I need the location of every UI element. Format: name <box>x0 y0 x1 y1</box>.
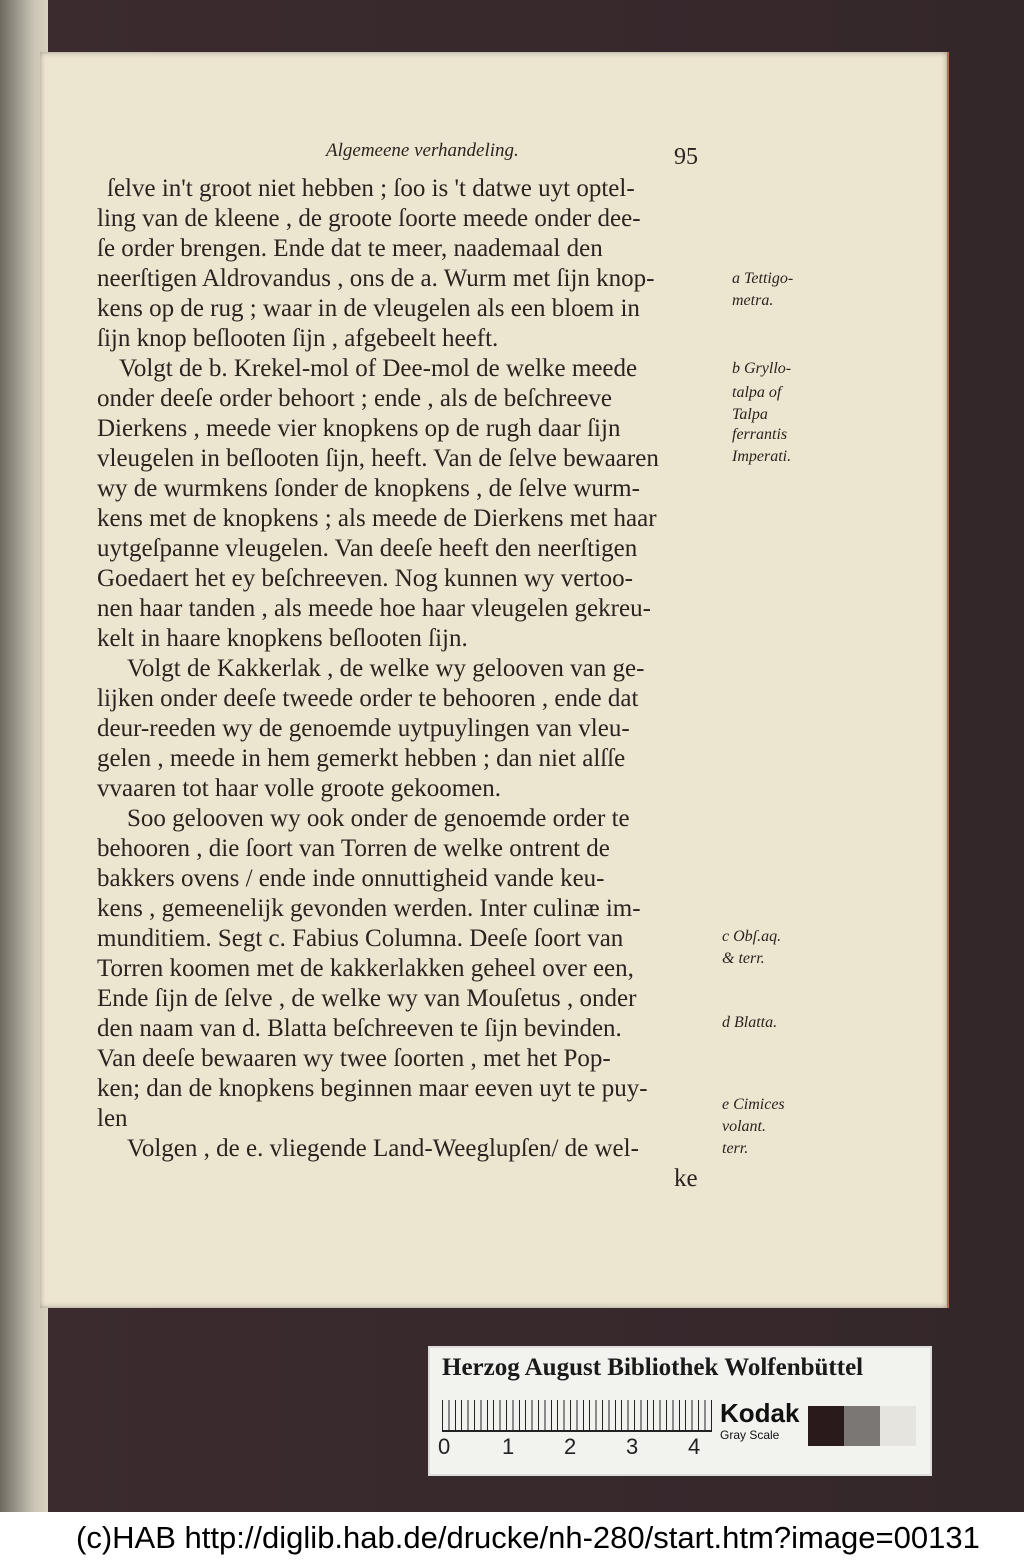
text-line: ke <box>674 1165 698 1192</box>
text-line: behooren , die ſoort van Torren de welke ontrent de <box>97 835 610 862</box>
text-line: len <box>97 1105 128 1132</box>
text-line: Goedaert het ey beſchreeven. Nog kunnen wy vertoo- <box>97 565 633 592</box>
gray-swatch <box>808 1406 844 1446</box>
margin-note: talpa of <box>732 384 782 401</box>
gray-swatch <box>844 1406 880 1446</box>
text-line: lijken onder deeſe tweede order te behooren , ende dat <box>97 685 639 712</box>
text-line: kens met de knopkens ; als meede de Dierkens met haar <box>97 505 657 532</box>
margin-note: Talpa <box>732 406 768 423</box>
margin-note: terr. <box>722 1140 749 1157</box>
page-number: 95 <box>674 144 698 170</box>
text-line: vvaaren tot haar volle groote gekoomen. <box>97 775 502 802</box>
text-line: ken; dan de knopkens beginnen maar eeven uyt te puy- <box>97 1075 648 1102</box>
text-line: Dierkens , meede vier knopkens op de rugh daar ſijn <box>97 415 621 442</box>
margin-note: d Blatta. <box>722 1014 778 1031</box>
text-line: ſe order brengen. Ende dat te meer, naademaal den <box>97 235 603 262</box>
margin-note: metra. <box>732 292 774 309</box>
library-name: Herzog August Bibliothek Wolfenbüttel <box>442 1354 864 1381</box>
text-line: Soo gelooven wy ook onder de genoemde order te <box>127 805 630 832</box>
text-line: Van deeſe bewaaren wy twee ſoorten , met het Pop- <box>97 1045 611 1072</box>
margin-note: ferrantis <box>732 426 788 443</box>
footer-bar <box>0 1512 1024 1564</box>
text-line: deur-reeden wy de genoemde uytpuylingen van vleu- <box>97 715 630 742</box>
gray-scale-label: Gray Scale <box>720 1428 780 1442</box>
text-line: ſijn knop beſlooten ſijn , afgebeelt heeft. <box>97 325 499 352</box>
ruler-number: 2 <box>564 1434 577 1459</box>
margin-note: e Cimices <box>722 1096 785 1113</box>
running-header: Algemeene verhandeling. <box>326 140 519 161</box>
text-line: vleugelen in beſlooten ſijn, heeft. Van de ſelve bewaaren <box>97 445 659 472</box>
copyright-url: (c)HAB http://diglib.hab.de/drucke/nh-280/start.htm?image=00131 <box>76 1520 980 1555</box>
scale-ruler <box>442 1400 712 1432</box>
text-line: munditiem. Segt c. Fabius Columna. Deeſe ſoort van <box>97 925 624 952</box>
text-line: ſelve in't groot niet hebben ; ſoo is 't datwe uyt optel- <box>107 175 635 202</box>
margin-note: a Tettigo- <box>732 270 794 287</box>
margin-note: b Gryllo- <box>732 360 792 377</box>
text-line: neerſtigen Aldrovandus , ons de a. Wurm met ſijn knop- <box>97 265 655 292</box>
text-line: den naam van d. Blatta beſchreeven te ſijn bevinden. <box>97 1015 622 1042</box>
book-page <box>40 52 949 1308</box>
ruler-number: 1 <box>502 1434 515 1459</box>
margin-note: Imperati. <box>732 448 792 465</box>
margin-note: c Obſ.aq. <box>722 928 782 945</box>
text-line: Volgen , de e. vliegende Land-Weeglupſen/ de wel- <box>127 1135 639 1162</box>
text-line: gelen , meede in hem gemerkt hebben ; dan niet alſſe <box>97 745 626 772</box>
text-line: kelt in haare knopkens beſlooten ſijn. <box>97 625 468 652</box>
text-line: Ende ſijn de ſelve , de welke wy van Mouſetus , onder <box>97 985 637 1012</box>
margin-note: & terr. <box>722 950 765 967</box>
text-line: Volgt de Kakkerlak , de welke wy gelooven van ge- <box>127 655 645 682</box>
text-line: kens , gemeenelijk gevonden werden. Inter culinæ im- <box>97 895 641 922</box>
ruler-number: 4 <box>688 1434 701 1459</box>
ruler-number: 0 <box>438 1434 451 1459</box>
gray-swatch <box>880 1406 916 1446</box>
ruler-number: 3 <box>626 1434 639 1459</box>
kodak-logo: Kodak <box>720 1398 800 1428</box>
color-calibration-card <box>428 1346 932 1476</box>
text-line: uytgeſpanne vleugelen. Van deeſe heeft den neerſtigen <box>97 535 638 562</box>
text-line: kens op de rug ; waar in de vleugelen als een bloem in <box>97 295 640 322</box>
text-line: Torren koomen met de kakkerlakken geheel over een, <box>97 955 634 982</box>
text-line: Volgt de b. Krekel-mol of Dee-mol de welke meede <box>119 355 638 382</box>
text-line: nen haar tanden , als meede hoe haar vleugelen gekreu- <box>97 595 651 622</box>
text-line: onder deeſe order behoort ; ende , als de beſchreeve <box>97 385 613 412</box>
margin-note: volant. <box>722 1118 766 1135</box>
text-line: bakkers ovens / ende inde onnuttigheid vande keu- <box>97 865 605 892</box>
text-line: wy de wurmkens ſonder de knopkens , de ſelve wurm- <box>97 475 640 502</box>
text-line: ling van de kleene , de groote ſoorte meede onder dee- <box>97 205 641 232</box>
